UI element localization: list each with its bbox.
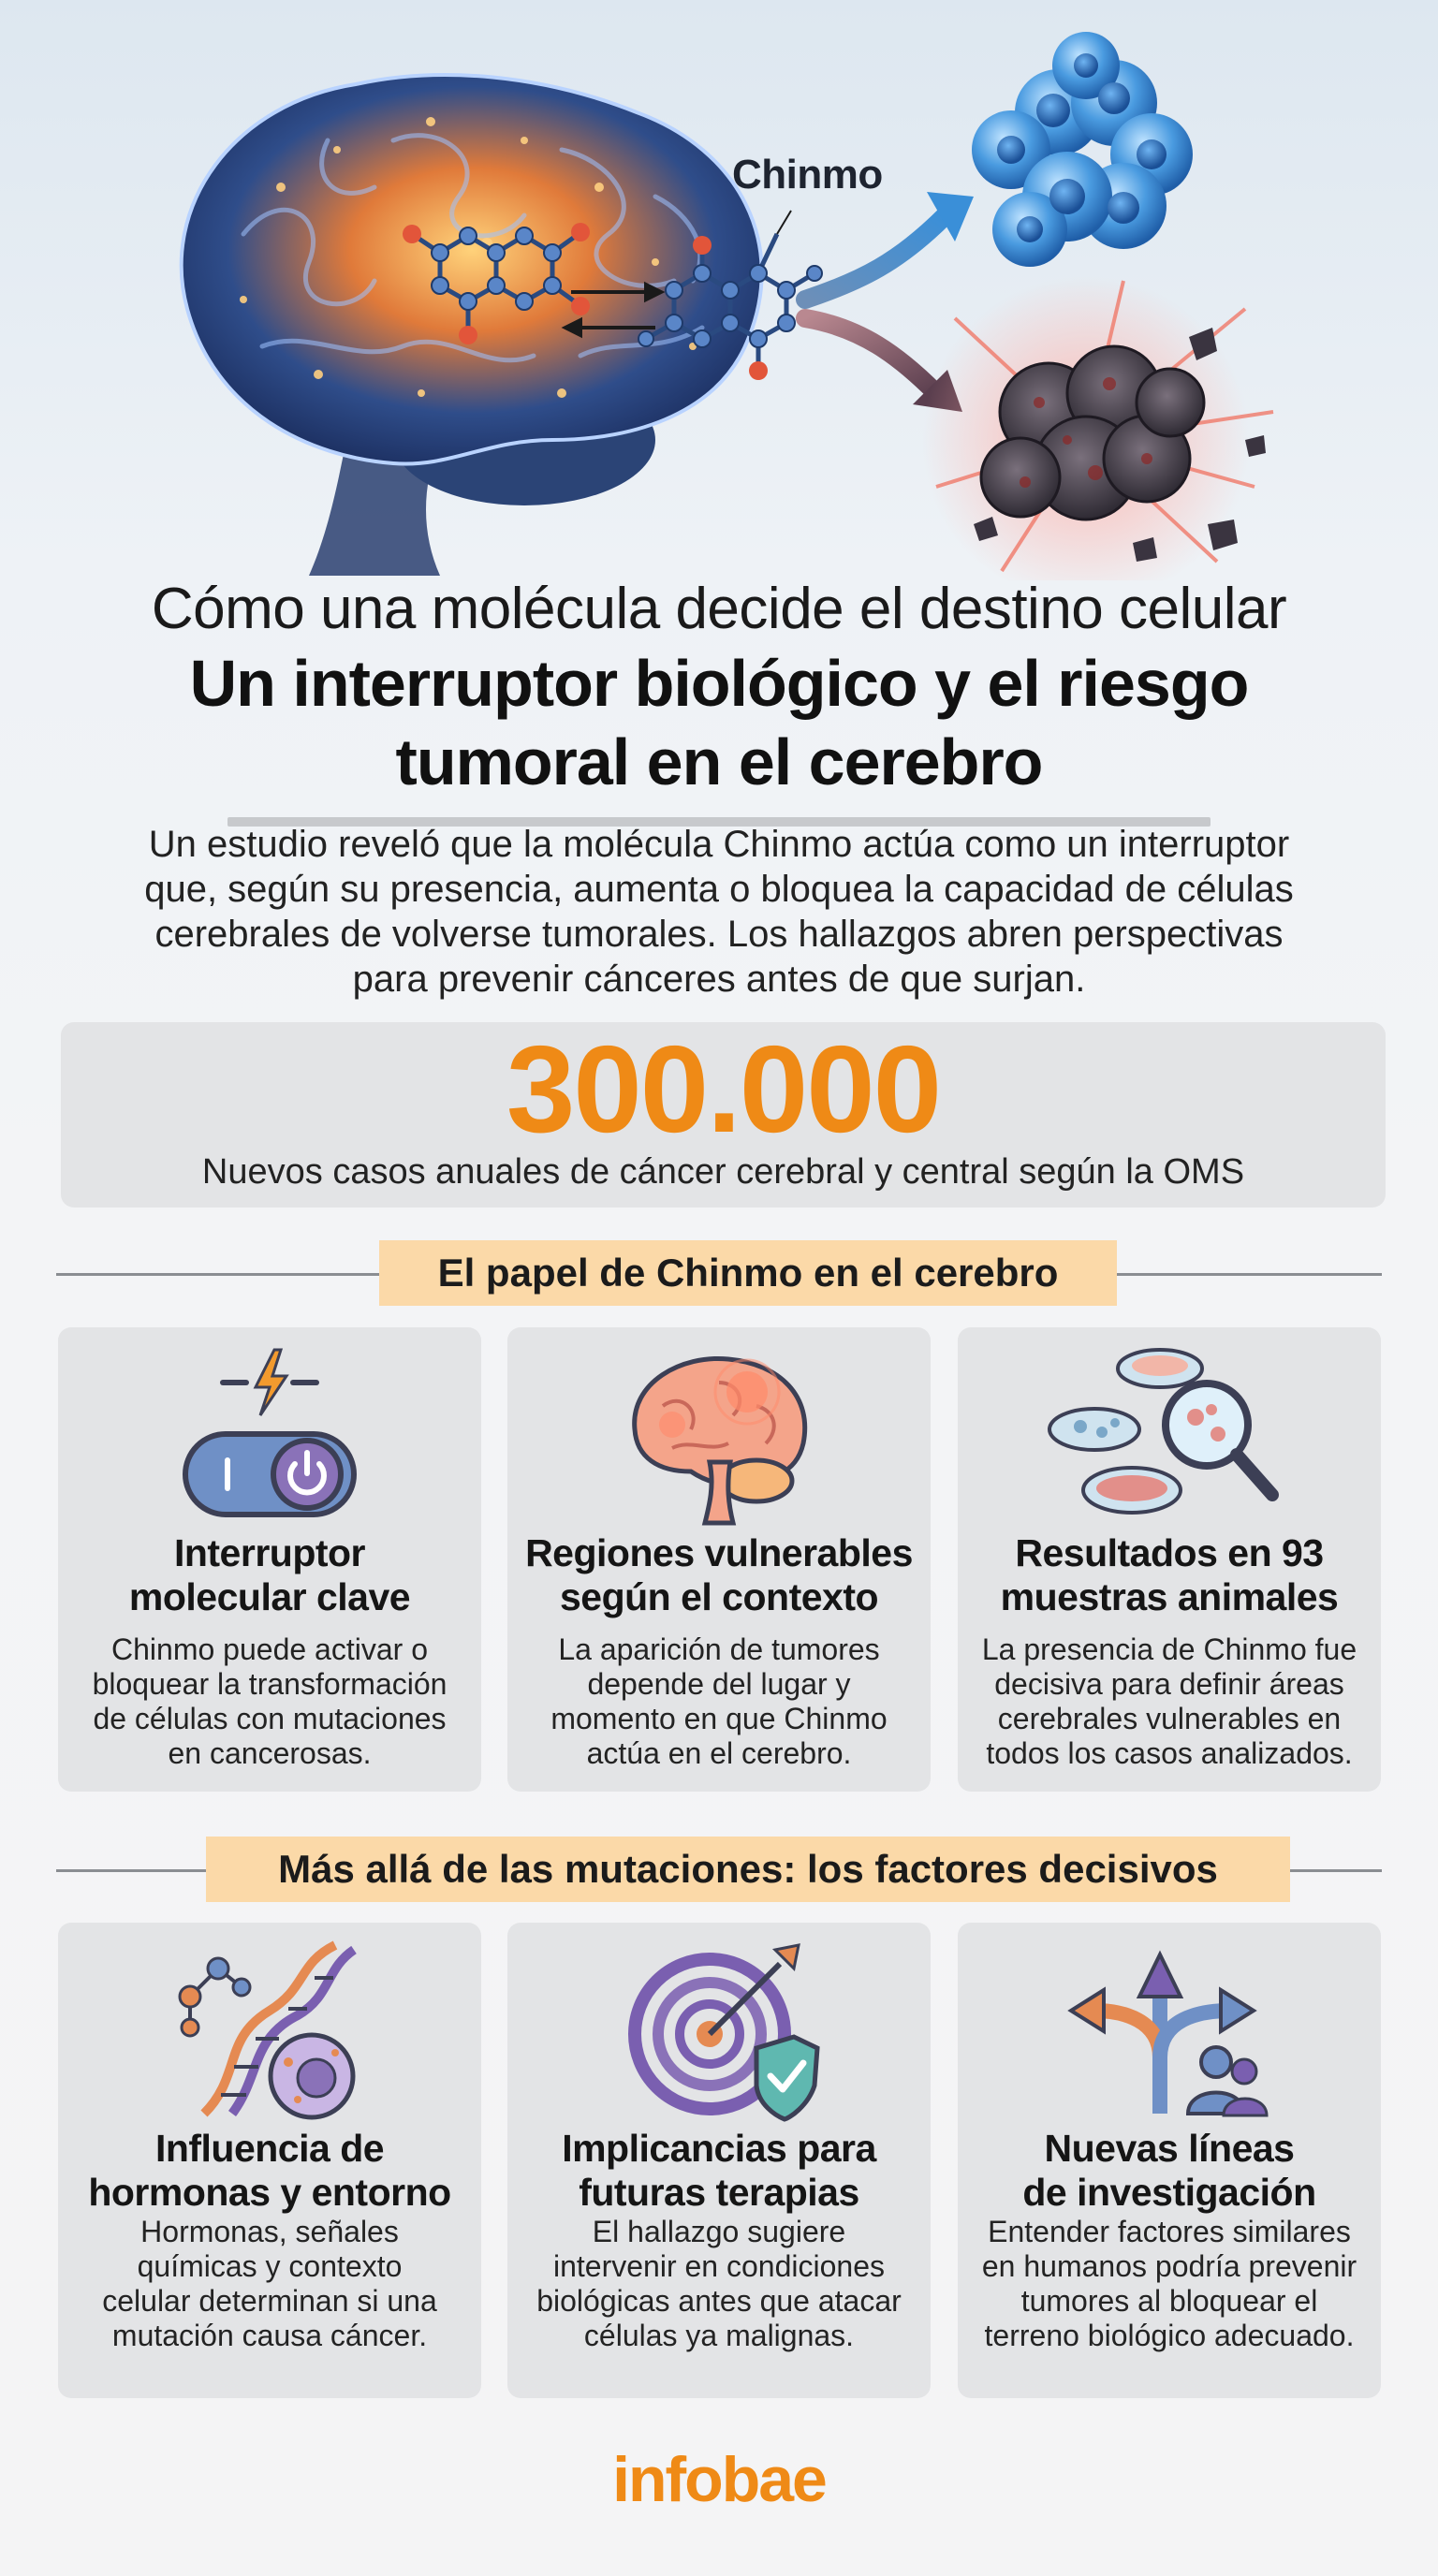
card-title-line: futuras terapias	[579, 2171, 859, 2214]
card-title-line: Implicancias para	[562, 2127, 876, 2170]
card-text-line: depende del lugar y	[587, 1667, 851, 1701]
brain-regions-icon	[616, 1340, 822, 1528]
card-text-line: Hormonas, señales	[140, 2215, 399, 2248]
card-text-line: terreno biológico adecuado.	[984, 2319, 1355, 2352]
card-text	[75, 2215, 464, 2353]
card-title	[967, 2127, 1372, 2215]
chinmo-molecule-label: Chinmo	[732, 152, 883, 198]
card-title	[517, 1531, 921, 1619]
card-text	[75, 1632, 464, 1771]
card-text-line: celular determinan si una	[102, 2284, 437, 2318]
card-text-line: El hallazgo sugiere	[592, 2215, 846, 2248]
card-text-line: actúa en el cerebro.	[586, 1736, 852, 1770]
card-title	[67, 1531, 472, 1619]
power-switch-icon	[167, 1340, 373, 1528]
card-text-line: intervenir en condiciones	[553, 2249, 885, 2283]
card-text-line: todos los casos analizados.	[986, 1736, 1353, 1770]
card-text	[524, 1632, 914, 1771]
card-text-line: bloquear la transformación	[92, 1667, 448, 1701]
card-text-line: cerebrales vulnerables en	[997, 1702, 1342, 1735]
card-text-line: decisiva para definir áreas	[994, 1667, 1344, 1701]
intro-line: que, según su presencia, aumenta o bloquea la capacidad de células	[144, 869, 1294, 910]
card-vulnerable-regions	[507, 1327, 931, 1792]
card-text	[524, 2215, 914, 2353]
intro-line: cerebrales de volverse tumorales. Los hallazgos abren perspectivas	[154, 914, 1284, 955]
intro-line: Un estudio reveló que la molécula Chinmo actúa como un interruptor	[148, 824, 1290, 865]
stat-number: 300.000	[506, 1020, 941, 1158]
diverging-paths-people-icon	[1066, 1936, 1272, 2123]
intro-paragraph	[103, 822, 1335, 1002]
card-text-line: biológicas antes que atacar	[536, 2284, 902, 2318]
petri-dish-magnifier-icon	[1048, 1340, 1291, 1528]
card-title-line: muestras animales	[1000, 1575, 1339, 1618]
dna-cell-icon	[167, 1936, 373, 2123]
card-text-line: químicas y contexto	[137, 2249, 403, 2283]
card-text-line: Entender factores similares	[988, 2215, 1351, 2248]
card-text-line: momento en que Chinmo	[550, 1702, 888, 1735]
card-molecular-switch	[58, 1327, 481, 1792]
card-text-line: La aparición de tumores	[558, 1632, 880, 1666]
card-title-line: Interruptor	[173, 1531, 366, 1574]
section-header-chinmo-role	[56, 1240, 1382, 1306]
section-header-decisive-factors	[56, 1837, 1382, 1902]
card-text-line: células ya malignas.	[583, 2319, 855, 2352]
card-title-line: Regiones vulnerables	[525, 1531, 913, 1574]
card-title-line: Resultados en 93	[1015, 1531, 1324, 1574]
card-animal-samples	[958, 1327, 1381, 1792]
card-title-line: según el contexto	[559, 1575, 879, 1618]
intro-line: para prevenir cánceres antes de que surjan.	[352, 959, 1086, 1000]
card-title-line: de investigación	[1022, 2171, 1316, 2214]
headline-line-1: Un interruptor biológico y el riesgo	[189, 647, 1249, 720]
card-text-line: Chinmo puede activar o	[111, 1632, 428, 1666]
card-title	[967, 1531, 1372, 1619]
card-title-line: molecular clave	[128, 1575, 411, 1618]
headline-line-2: tumoral en el cerebro	[395, 725, 1043, 798]
card-new-research	[958, 1923, 1381, 2398]
target-shield-icon	[616, 1936, 822, 2123]
card-text	[975, 2215, 1364, 2353]
card-text-line: La presencia de Chinmo fue	[981, 1632, 1357, 1666]
card-hormones-environment	[58, 1923, 481, 2398]
brain-molecule-illustration	[0, 0, 1438, 580]
stat-box	[61, 1022, 1386, 1208]
card-future-therapies	[507, 1923, 931, 2398]
title-block	[0, 576, 1438, 827]
card-title-line: Influencia de	[154, 2127, 385, 2170]
card-title-line: hormonas y entorno	[88, 2171, 451, 2214]
card-text-line: de células con mutaciones	[93, 1702, 447, 1735]
stat-caption: Nuevos casos anuales de cáncer cerebral y central según la OMS	[201, 1152, 1245, 1192]
hero-illustration	[0, 0, 1438, 580]
card-text-line: en cancerosas.	[168, 1736, 372, 1770]
kicker-title: Cómo una molécula decide el destino celular	[151, 577, 1287, 641]
card-title	[67, 2127, 472, 2215]
card-title-line: Nuevas líneas	[1044, 2127, 1295, 2170]
card-text-line: mutación causa cáncer.	[111, 2319, 428, 2352]
card-text-line: tumores al bloquear el	[1020, 2284, 1318, 2318]
section-title: Más allá de las mutaciones: los factores decisivos	[206, 1837, 1290, 1902]
card-title	[517, 2127, 921, 2215]
card-text-line: en humanos podría prevenir	[981, 2249, 1357, 2283]
card-text	[975, 1632, 1364, 1771]
infobae-logo[interactable]: infobae	[612, 2444, 826, 2515]
section-title: El papel de Chinmo en el cerebro	[379, 1240, 1117, 1306]
